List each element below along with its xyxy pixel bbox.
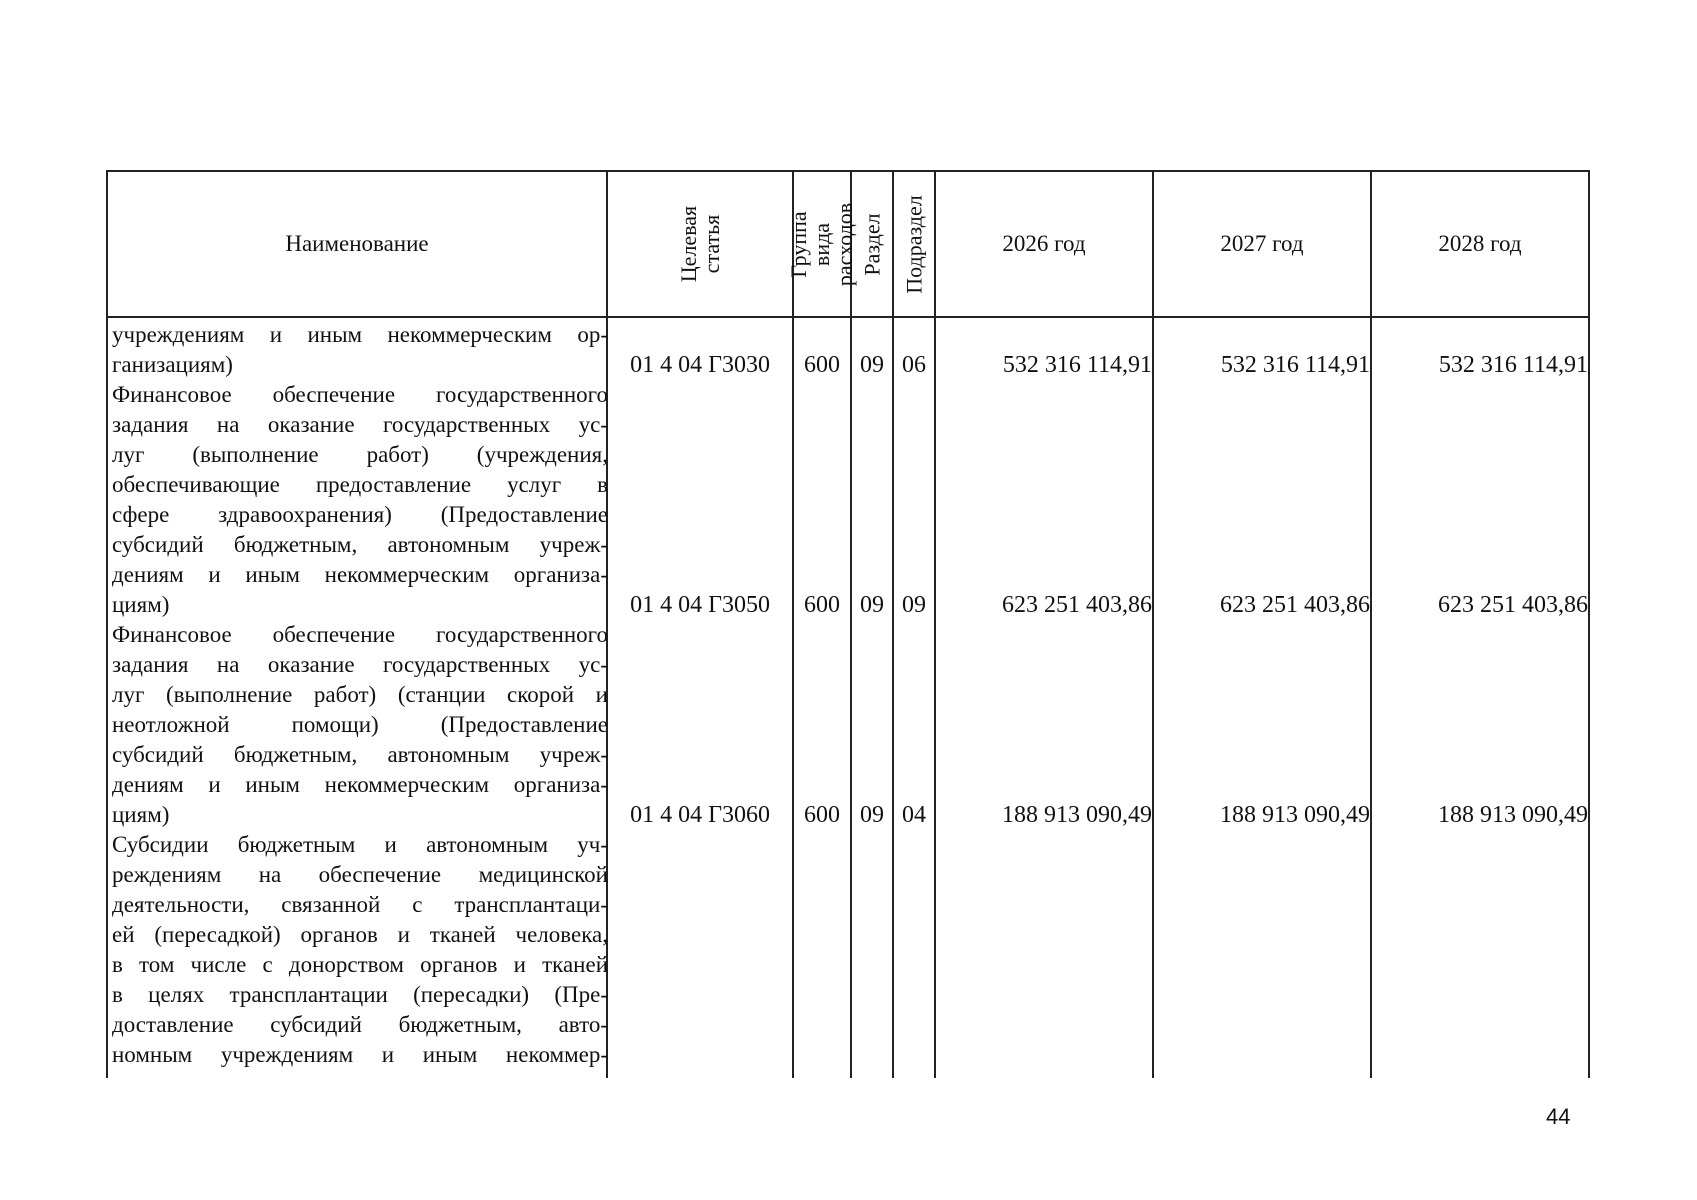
- header-target-article: [608, 172, 792, 316]
- name-line: неотложной помощи) (Предоставление: [112, 712, 608, 737]
- budget-table: [106, 170, 1590, 1078]
- name-line: доставление субсидий бюджетным, авто-: [112, 1012, 608, 1037]
- subsection-cell: 06: [902, 352, 926, 378]
- name-line: учреждениям и иным некоммерческим ор-: [112, 322, 608, 347]
- amount-2026-cell: 532 316 114,91: [1002, 352, 1152, 378]
- amount-2028-cell: 623 251 403,86: [1438, 592, 1588, 618]
- name-line: обеспечивающие предоставление услуг в: [112, 472, 608, 497]
- header-subsection-label: Подраздел: [901, 194, 927, 294]
- target-article-cell: 01 4 04 Г3030: [630, 352, 770, 378]
- expense-group-cell: 600: [804, 592, 840, 618]
- amount-2026-cell: 188 913 090,49: [1002, 802, 1152, 828]
- name-line: субсидий бюджетным, автономным учреж-: [112, 532, 608, 557]
- subsection-cell: 04: [902, 802, 926, 828]
- target-article-cell: 01 4 04 Г3050: [630, 592, 770, 618]
- expense-group-cell: 600: [804, 352, 840, 378]
- header-target-article-label: Целевая статья: [676, 205, 724, 283]
- name-line: субсидий бюджетным, автономным учреж-: [112, 742, 608, 767]
- name-line: ей (пересадкой) органов и тканей человека,: [112, 922, 608, 947]
- amount-2027-cell: 623 251 403,86: [1220, 592, 1370, 618]
- expense-group-cell: 600: [804, 802, 840, 828]
- name-line: луг (выполнение работ) (станции скорой и: [112, 682, 608, 707]
- target-article-cell: 01 4 04 Г3060: [630, 802, 770, 828]
- header-name: Наименование: [285, 231, 429, 256]
- header-year-2026: 2026 год: [1002, 231, 1086, 256]
- name-line: задания на оказание государственных ус-: [112, 412, 608, 437]
- name-line: в том числе с донорством органов и тканей: [112, 952, 608, 977]
- name-line: в целях трансплантации (пересадки) (Пре-: [112, 982, 608, 1007]
- header-year-2028: 2028 год: [1438, 231, 1522, 256]
- section-cell: 09: [860, 592, 884, 618]
- name-line: дениям и иным некоммерческим организа-: [112, 562, 608, 587]
- header-year-2027: 2027 год: [1220, 231, 1304, 256]
- section-cell: 09: [860, 802, 884, 828]
- name-line: Финансовое обеспечение государственного: [112, 622, 608, 647]
- header-expense-group: [786, 172, 858, 316]
- header-section: [852, 172, 892, 316]
- page-number: 44: [1546, 1104, 1571, 1129]
- amount-2028-cell: 532 316 114,91: [1438, 352, 1588, 378]
- amount-2028-cell: 188 913 090,49: [1438, 802, 1588, 828]
- name-line: луг (выполнение работ) (учреждения,: [112, 442, 608, 467]
- name-line: реждениям на обеспечение медицинской: [112, 862, 608, 887]
- section-cell: 09: [860, 352, 884, 378]
- name-column-text: [112, 320, 608, 1070]
- name-line: деятельности, связанной с трансплантаци-: [112, 892, 608, 917]
- name-line: номным учреждениям и иным некоммер-: [112, 1042, 608, 1067]
- name-line: Финансовое обеспечение государственного: [112, 382, 608, 407]
- name-line: задания на оказание государственных ус-: [112, 652, 608, 677]
- amount-2027-cell: 188 913 090,49: [1220, 802, 1370, 828]
- name-line: сфере здравоохранения) (Предоставление: [112, 502, 608, 527]
- name-line: ганизациям): [112, 352, 233, 377]
- name-line: циям): [112, 802, 170, 827]
- name-line: циям): [112, 592, 170, 617]
- subsection-cell: 09: [902, 592, 926, 618]
- column-border: [1588, 170, 1590, 1078]
- header-expense-group-label: Группа вида расходов: [786, 202, 858, 286]
- name-line: Субсидии бюджетным и автономным уч-: [112, 832, 608, 857]
- amount-2027-cell: 532 316 114,91: [1220, 352, 1370, 378]
- amount-2026-cell: 623 251 403,86: [1002, 592, 1152, 618]
- header-section-label: Раздел: [859, 212, 885, 276]
- name-line: дениям и иным некоммерческим организа-: [112, 772, 608, 797]
- header-subsection: [894, 172, 934, 316]
- header-bottom-border: [106, 316, 1590, 318]
